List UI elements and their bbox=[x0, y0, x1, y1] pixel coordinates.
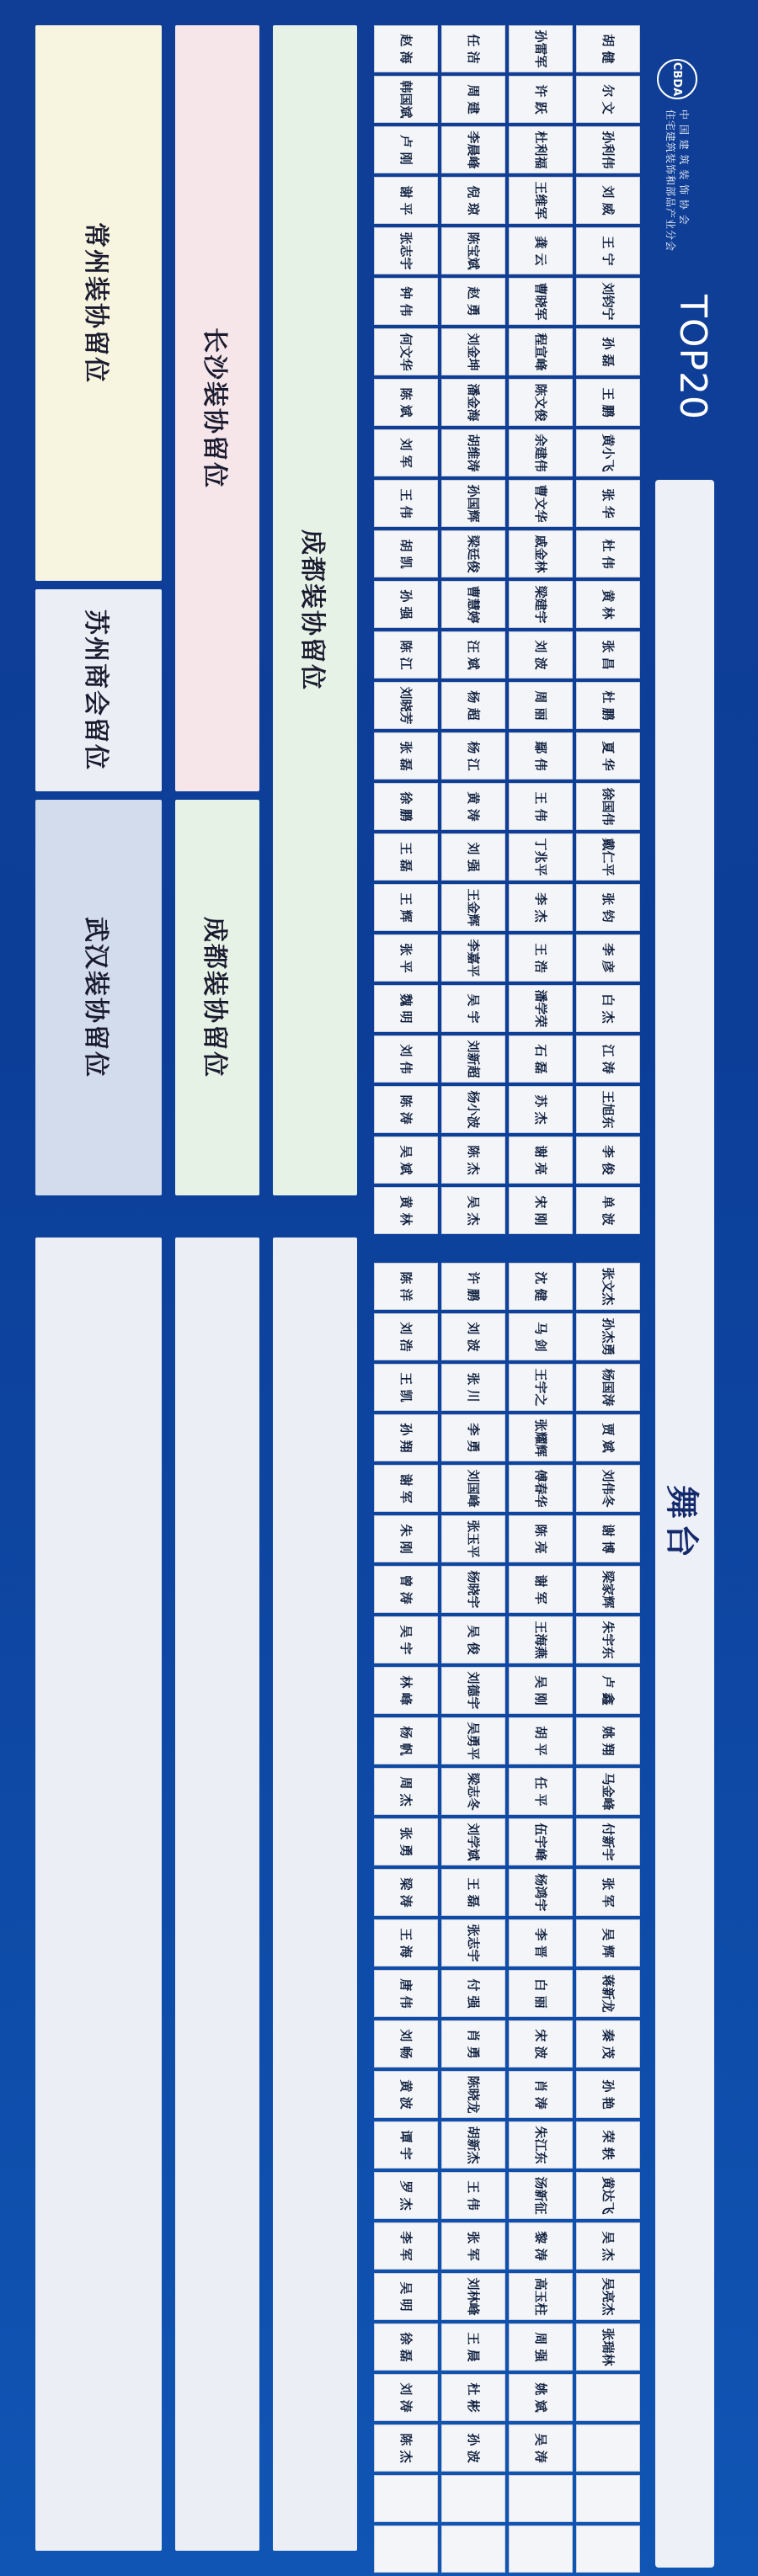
seat-cell bbox=[576, 2525, 640, 2573]
seat-cell: 黄 波 bbox=[374, 2071, 438, 2118]
seat-cell: 卢 刚 bbox=[374, 126, 438, 173]
seat-cell: 陈文俊 bbox=[509, 379, 573, 426]
seat-cell: 杜 彬 bbox=[441, 2374, 505, 2421]
seat-cell: 胡 凯 bbox=[374, 530, 438, 577]
zone-blank-3 bbox=[35, 1237, 162, 2551]
seat-cell: 孙杰勇 bbox=[576, 1313, 640, 1360]
seat-cell: 唐 伟 bbox=[374, 1970, 438, 2017]
seat-cell: 李 杰 bbox=[509, 884, 573, 931]
seat-cell: 王 浩 bbox=[509, 934, 573, 982]
seat-cell: 丁兆平 bbox=[509, 833, 573, 881]
seat-cell: 孙国辉 bbox=[441, 480, 505, 527]
zone-label: 长沙装协留位 bbox=[200, 327, 229, 489]
seat-cell: 周 丽 bbox=[509, 682, 573, 729]
seat-cell: 吴 宇 bbox=[441, 985, 505, 1032]
seat-cell: 戚金林 bbox=[509, 530, 573, 577]
seat-cell: 王 磊 bbox=[441, 1869, 505, 1916]
stage-label: 舞台 bbox=[662, 1485, 702, 1562]
seat-cell: 朱宇东 bbox=[576, 1616, 640, 1663]
seat-cell: 杨小波 bbox=[441, 1086, 505, 1133]
seat-cell: 张 平 bbox=[374, 934, 438, 982]
seat-cell: 江 涛 bbox=[576, 1035, 640, 1083]
seat-cell: 杨 江 bbox=[441, 732, 505, 780]
seat-cell: 杨 帆 bbox=[374, 1717, 438, 1764]
seat-cell: 吴 俊 bbox=[441, 1616, 505, 1663]
seat-cell: 宋 刚 bbox=[509, 1187, 573, 1234]
logo-line-1: 中 国 建 筑 装 饰 协 会 bbox=[678, 109, 690, 226]
seat-cell: 赵 海 bbox=[374, 25, 438, 72]
seat-cell: 黎 涛 bbox=[509, 2222, 573, 2270]
seat-cell: 王维军 bbox=[509, 177, 573, 224]
seat-cell: 尔 文 bbox=[576, 76, 640, 123]
zone-changsha bbox=[175, 25, 259, 791]
seat-cell: 胡 健 bbox=[576, 25, 640, 72]
seat-cell: 秦 茂 bbox=[576, 2020, 640, 2068]
seat-cell: 李 勇 bbox=[441, 1414, 505, 1461]
seat-cell: 孙 翔 bbox=[374, 1414, 438, 1461]
seat-cell: 张 华 bbox=[576, 480, 640, 527]
seat-cell: 刘 强 bbox=[441, 833, 505, 881]
seat-cell: 石 磊 bbox=[509, 1035, 573, 1083]
seat-cell: 黄 林 bbox=[576, 581, 640, 628]
seat-cell: 王 海 bbox=[374, 1919, 438, 1967]
seat-cell: 曾 涛 bbox=[374, 1566, 438, 1613]
seat-grid bbox=[371, 25, 640, 2551]
seat-cell: 张志宇 bbox=[441, 1919, 505, 1967]
seat-cell: 刘国峰 bbox=[441, 1465, 505, 1512]
seat-cell: 李 晋 bbox=[509, 1919, 573, 1967]
seat-cell: 刘德宇 bbox=[441, 1667, 505, 1714]
seat-cell: 赵 勇 bbox=[441, 278, 505, 325]
seat-cell: 王 宁 bbox=[576, 227, 640, 274]
seat-cell bbox=[509, 2475, 573, 2522]
seat-cell: 张耀辉 bbox=[509, 1414, 573, 1461]
seat-cell: 姚 斌 bbox=[509, 2374, 573, 2421]
seat-cell: 杨鸿宇 bbox=[509, 1869, 573, 1916]
seat-cell: 周 建 bbox=[441, 76, 505, 123]
seat-cell: 刘金坤 bbox=[441, 328, 505, 375]
seat-cell: 曹晓军 bbox=[509, 278, 573, 325]
zone-chengdu-left bbox=[273, 25, 357, 1195]
zone-changzhou bbox=[35, 25, 162, 581]
seat-cell: 谢 军 bbox=[374, 1465, 438, 1512]
seat-cell: 陈 洋 bbox=[374, 1263, 438, 1310]
seat-cell: 孙利伟 bbox=[576, 126, 640, 173]
seat-cell: 白 丽 bbox=[509, 1970, 573, 2017]
seat-cell: 付 强 bbox=[441, 1970, 505, 2017]
seat-cell bbox=[441, 2525, 505, 2573]
seat-cell: 张志宇 bbox=[374, 227, 438, 274]
seat-cell: 荣 轶 bbox=[576, 2121, 640, 2169]
seat-cell: 张 军 bbox=[441, 2222, 505, 2270]
seat-cell: 王海燕 bbox=[509, 1616, 573, 1663]
seat-cell: 刘学斌 bbox=[441, 1818, 505, 1865]
zone-chengdu-right bbox=[175, 800, 259, 1195]
seat-cell: 贾 斌 bbox=[576, 1414, 640, 1461]
seat-cell: 白 杰 bbox=[576, 985, 640, 1032]
seat-cell: 周 强 bbox=[509, 2323, 573, 2371]
zone-suzhou bbox=[35, 589, 162, 791]
seat-cell: 王宇之 bbox=[509, 1364, 573, 1411]
seat-cell: 刘 浩 bbox=[374, 1313, 438, 1360]
seat-cell: 蒋新龙 bbox=[576, 1970, 640, 2017]
seat-cell: 胡新杰 bbox=[441, 2121, 505, 2169]
seat-cell: 刘晓芳 bbox=[374, 682, 438, 729]
seat-cell bbox=[576, 2374, 640, 2421]
seat-cell: 刘钧宁 bbox=[576, 278, 640, 325]
seat-cell: 黄 涛 bbox=[441, 783, 505, 830]
seat-cell: 陈 涛 bbox=[374, 1086, 438, 1133]
seat-cell: 谢 博 bbox=[576, 1515, 640, 1562]
seat-cell: 吴 辉 bbox=[576, 1919, 640, 1967]
seat-cell: 陈 亮 bbox=[509, 1515, 573, 1562]
seat-cell: 谢 军 bbox=[509, 1566, 573, 1613]
seat-cell: 吴 杰 bbox=[576, 2222, 640, 2270]
seat-cell: 肖 勇 bbox=[441, 2020, 505, 2068]
seat-cell: 谢 平 bbox=[374, 177, 438, 224]
seat-cell: 马 剑 bbox=[509, 1313, 573, 1360]
zone-blank-1 bbox=[273, 1237, 357, 2551]
seat-cell: 黄 林 bbox=[374, 1187, 438, 1234]
seat-cell bbox=[441, 2475, 505, 2522]
seat-cell: 马金峰 bbox=[576, 1768, 640, 1815]
seat-cell: 夏 华 bbox=[576, 732, 640, 780]
seat-cell: 张玉平 bbox=[441, 1515, 505, 1562]
seat-cell: 张瑞林 bbox=[576, 2323, 640, 2371]
seat-cell: 张 昌 bbox=[576, 631, 640, 679]
seat-cell: 杜 鹏 bbox=[576, 682, 640, 729]
seat-cell: 王 晨 bbox=[441, 2323, 505, 2371]
seat-cell: 王 伟 bbox=[441, 2172, 505, 2219]
seat-cell: 胡维涛 bbox=[441, 429, 505, 476]
seat-cell: 刘 威 bbox=[576, 177, 640, 224]
seat-cell: 吴勇平 bbox=[441, 1717, 505, 1764]
seat-cell: 汪 斌 bbox=[441, 631, 505, 679]
seat-cell: 杨国涛 bbox=[576, 1364, 640, 1411]
seat-cell: 刘新超 bbox=[441, 1035, 505, 1083]
seat-cell: 孙 艳 bbox=[576, 2071, 640, 2118]
seat-cell: 戴仁平 bbox=[576, 833, 640, 881]
seat-cell: 许 跃 bbox=[509, 76, 573, 123]
seat-cell: 何文华 bbox=[374, 328, 438, 375]
seat-cell: 张 川 bbox=[441, 1364, 505, 1411]
seat-cell: 王 磊 bbox=[374, 833, 438, 881]
seat-cell: 黄达飞 bbox=[576, 2172, 640, 2219]
seat-cell: 韩国斌 bbox=[374, 76, 438, 123]
seat-cell: 任 平 bbox=[509, 1768, 573, 1815]
seat-cell: 刘 涛 bbox=[374, 2374, 438, 2421]
seat-cell: 高玉柱 bbox=[509, 2273, 573, 2320]
seat-cell: 李 俊 bbox=[576, 1136, 640, 1184]
seat-cell: 宋 波 bbox=[509, 2020, 573, 2068]
zone-label: 武汉装协留位 bbox=[81, 917, 110, 1078]
zone-label: 成都装协留位 bbox=[200, 917, 229, 1078]
seat-cell: 李 彦 bbox=[576, 934, 640, 982]
seat-cell: 梁建宇 bbox=[509, 581, 573, 628]
seat-cell: 王 伟 bbox=[509, 783, 573, 830]
seat-cell: 陈 斌 bbox=[374, 379, 438, 426]
seat-cell: 余建伟 bbox=[509, 429, 573, 476]
seat-cell: 付新宇 bbox=[576, 1818, 640, 1865]
zone-wuhan bbox=[35, 800, 162, 1195]
seat-cell: 陈 杰 bbox=[441, 1136, 505, 1184]
seat-cell: 王 凯 bbox=[374, 1364, 438, 1411]
top20-title: TOP20 bbox=[671, 295, 714, 421]
seat-cell: 潘金海 bbox=[441, 379, 505, 426]
seat-cell: 曹文华 bbox=[509, 480, 573, 527]
seat-cell: 陈晓龙 bbox=[441, 2071, 505, 2118]
seat-cell: 张 钧 bbox=[576, 884, 640, 931]
seat-cell: 刘 波 bbox=[441, 1313, 505, 1360]
zone-label: 苏州商会留位 bbox=[81, 609, 110, 771]
seat-cell: 苏 杰 bbox=[509, 1086, 573, 1133]
seat-cell: 张 磊 bbox=[374, 732, 438, 780]
seat-cell: 杨 超 bbox=[441, 682, 505, 729]
seat-cell: 刘伟冬 bbox=[576, 1465, 640, 1512]
seat-cell: 徐国伟 bbox=[576, 783, 640, 830]
seat-cell: 陈 杰 bbox=[374, 2424, 438, 2472]
seat-cell: 胡 平 bbox=[509, 1717, 573, 1764]
zone-label: 成都装协留位 bbox=[297, 530, 327, 691]
logo-text bbox=[664, 109, 691, 252]
seat-cell: 王旭东 bbox=[576, 1086, 640, 1133]
seat-cell: 沈 健 bbox=[509, 1263, 573, 1310]
seat-cell: 刘 畅 bbox=[374, 2020, 438, 2068]
seat-cell: 鄢 伟 bbox=[509, 732, 573, 780]
seat-cell bbox=[374, 2525, 438, 2573]
seat-cell: 倪 琼 bbox=[441, 177, 505, 224]
seat-cell: 刘 波 bbox=[509, 631, 573, 679]
seat-cell: 肖 涛 bbox=[509, 2071, 573, 2118]
stage-bar bbox=[655, 480, 714, 2568]
seat-cell: 刘 军 bbox=[374, 429, 438, 476]
seat-cell: 吴亮杰 bbox=[576, 2273, 640, 2320]
seat-cell: 吴 明 bbox=[374, 2273, 438, 2320]
seat-cell: 黄小飞 bbox=[576, 429, 640, 476]
seat-cell: 王金辉 bbox=[441, 884, 505, 931]
seat-cell: 李嘉平 bbox=[441, 934, 505, 982]
seat-cell: 李晨峰 bbox=[441, 126, 505, 173]
seat-cell: 梁廷俊 bbox=[441, 530, 505, 577]
seat-cell bbox=[576, 2424, 640, 2472]
seat-cell: 王 鹏 bbox=[576, 379, 640, 426]
zone-blank-2 bbox=[175, 1237, 259, 2551]
seat-cell: 吴 斌 bbox=[374, 1136, 438, 1184]
seat-cell: 任 洁 bbox=[441, 25, 505, 72]
logo-badge-icon: CBDA bbox=[657, 59, 697, 99]
seat-cell: 孙 强 bbox=[374, 581, 438, 628]
seat-cell: 朱 刚 bbox=[374, 1515, 438, 1562]
seat-cell: 王 伟 bbox=[374, 480, 438, 527]
seat-cell: 伍宇峰 bbox=[509, 1818, 573, 1865]
seat-cell: 杨晓宇 bbox=[441, 1566, 505, 1613]
seat-cell bbox=[374, 2475, 438, 2522]
logo-line-2: 住宅建筑装饰和部品产业分会 bbox=[665, 109, 676, 253]
seat-cell: 吴 刚 bbox=[509, 1667, 573, 1714]
seat-cell: 徐 鹏 bbox=[374, 783, 438, 830]
seat-cell: 罗 杰 bbox=[374, 2172, 438, 2219]
seat-cell: 梁家辉 bbox=[576, 1566, 640, 1613]
seat-cell: 刘林峰 bbox=[441, 2273, 505, 2320]
seat-cell: 吴 涛 bbox=[509, 2424, 573, 2472]
seat-cell: 周 杰 bbox=[374, 1768, 438, 1815]
seat-cell: 徐 磊 bbox=[374, 2323, 438, 2371]
seat-cell: 李 军 bbox=[374, 2222, 438, 2270]
seat-cell: 姚 翔 bbox=[576, 1717, 640, 1764]
seat-cell: 谢 亮 bbox=[509, 1136, 573, 1184]
seat-cell: 张文杰 bbox=[576, 1263, 640, 1310]
seat-cell: 林 峰 bbox=[374, 1667, 438, 1714]
seat-cell: 单 波 bbox=[576, 1187, 640, 1234]
seat-cell: 梁志冬 bbox=[441, 1768, 505, 1815]
seat-cell: 卢 鑫 bbox=[576, 1667, 640, 1714]
seat-cell: 谭 宇 bbox=[374, 2121, 438, 2169]
seat-cell: 汤新征 bbox=[509, 2172, 573, 2219]
seat-cell: 钟 伟 bbox=[374, 278, 438, 325]
seat-cell: 许 鹏 bbox=[441, 1263, 505, 1310]
seat-cell: 吴 宇 bbox=[374, 1616, 438, 1663]
zone-label: 常州装协留位 bbox=[81, 222, 110, 384]
seat-cell: 梁 涛 bbox=[374, 1869, 438, 1916]
seat-cell: 张 军 bbox=[576, 1869, 640, 1916]
seat-cell: 朱江东 bbox=[509, 2121, 573, 2169]
seat-cell: 张 勇 bbox=[374, 1818, 438, 1865]
seat-cell bbox=[576, 2475, 640, 2522]
seat-cell: 刘 伟 bbox=[374, 1035, 438, 1083]
seat-cell: 魏 明 bbox=[374, 985, 438, 1032]
seat-cell: 杜利福 bbox=[509, 126, 573, 173]
seat-cell: 王 辉 bbox=[374, 884, 438, 931]
seat-cell: 潘学荣 bbox=[509, 985, 573, 1032]
seat-cell bbox=[509, 2525, 573, 2573]
seat-cell: 孙 磊 bbox=[576, 328, 640, 375]
association-logo bbox=[657, 59, 697, 252]
seat-cell: 孙雷军 bbox=[509, 25, 573, 72]
seat-cell: 陈宝斌 bbox=[441, 227, 505, 274]
seat-cell: 傅春华 bbox=[509, 1465, 573, 1512]
seat-cell: 孙 波 bbox=[441, 2424, 505, 2472]
seat-cell: 曹慧婷 bbox=[441, 581, 505, 628]
seat-cell: 杜 伟 bbox=[576, 530, 640, 577]
seat-cell: 龚 云 bbox=[509, 227, 573, 274]
seat-cell: 陈 江 bbox=[374, 631, 438, 679]
seat-cell: 吴 杰 bbox=[441, 1187, 505, 1234]
seat-cell: 程宣峰 bbox=[509, 328, 573, 375]
